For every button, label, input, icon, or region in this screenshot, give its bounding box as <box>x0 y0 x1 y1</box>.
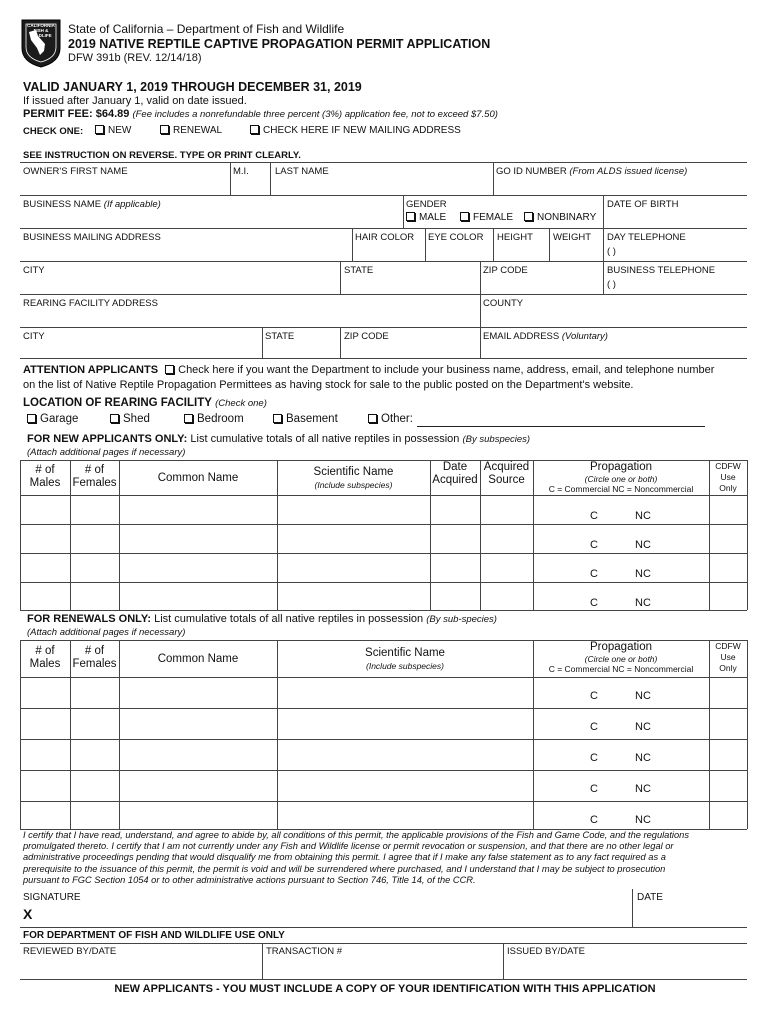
valid-line: VALID JANUARY 1, 2019 THROUGH DECEMBER 31, 2019 <box>23 80 362 94</box>
day-telephone-area-code[interactable]: ( ) <box>607 246 616 257</box>
form-title: 2019 NATIVE REPTILE CAPTIVE PROPAGATION PERMIT APPLICATION <box>68 37 491 51</box>
logo-text: CALIFORNIA FISH & WILDLIFE <box>27 23 55 38</box>
office-use-title: FOR DEPARTMENT OF FISH AND WILDLIFE USE ONLY <box>23 930 285 941</box>
renew-header-females: # of Females <box>72 645 117 670</box>
new-row-1-noncommercial[interactable]: NC <box>635 510 651 522</box>
hair-color-label: HAIR COLOR <box>355 232 415 243</box>
new-header-propagation: Propagation (Circle one or both) C = Commercial NC = Noncommercial <box>548 461 694 494</box>
business-telephone-area-code[interactable]: ( ) <box>607 279 616 290</box>
zip-label: ZIP CODE <box>483 265 528 276</box>
certification-text: I certify that I have read, understand, and agree to abide by, all conditions of this permit, the applicable provisions of the Fish and Game Code, and the regulations promulgated thereto. I certify that I am not currently under any Fish and Wildlife license or permit revocation or suspension, and that there are no other legal or administrative proceedings pending that would disqualify me from obtaining this permit. I agree that if I make any false statement as to any fact required as a prerequisite to the issuance of this permit, the permit is void and will be surrendered where purchased, and I understand that I may be subject to prosecution pursuant to FGC Section 1054 or to other administrative actions pursuant to Section 746, Title 14, of the CCR. <box>23 830 689 885</box>
renew-row-5-commercial[interactable]: C <box>590 814 598 826</box>
form-number: DFW 391b (REV. 12/14/18) <box>68 52 202 64</box>
new-row-4-commercial[interactable]: C <box>590 597 598 609</box>
weight-label: WEIGHT <box>553 232 591 243</box>
agency-name: State of California – Department of Fish and Wildlife <box>68 22 345 36</box>
business-name-label: BUSINESS NAME (If applicable) <box>23 199 161 210</box>
transaction-label: TRANSACTION # <box>266 946 343 957</box>
state-label: STATE <box>344 265 374 276</box>
renew-header-propagation: Propagation (Circle one or both) C = Commercial NC = Noncommercial <box>548 641 694 674</box>
issued-by-label: ISSUED BY/DATE <box>507 946 585 957</box>
renew-row-3-noncommercial[interactable]: NC <box>635 752 651 764</box>
state2-label: STATE <box>265 331 295 342</box>
new-header-acquired-source: Acquired Source <box>483 461 530 486</box>
new-row-3-noncommercial[interactable]: NC <box>635 568 651 580</box>
dob-label: DATE OF BIRTH <box>607 199 679 210</box>
renew-row-2-commercial[interactable]: C <box>590 721 598 733</box>
email-label: EMAIL ADDRESS (Voluntary) <box>483 331 608 342</box>
gender-label: GENDER <box>406 199 447 210</box>
new-row-2-commercial[interactable]: C <box>590 539 598 551</box>
new-header-common-name: Common Name <box>157 472 239 484</box>
new-section-title: FOR NEW APPLICANTS ONLY: List cumulative totals of all native reptiles in possession (By subspecies) <box>27 433 531 445</box>
signature-field[interactable] <box>40 903 630 925</box>
location-label: LOCATION OF REARING FACILITY (Check one) <box>23 397 267 409</box>
eye-color-label: EYE COLOR <box>428 232 484 243</box>
county-label: COUNTY <box>483 298 524 309</box>
location-shed-checkbox[interactable]: Shed <box>110 413 150 425</box>
checkbox-new[interactable]: NEW <box>95 125 131 136</box>
city2-label: CITY <box>23 331 45 342</box>
mi-label: M.I. <box>233 166 249 177</box>
go-id-label: GO ID NUMBER (From ALDS issued license) <box>496 166 688 177</box>
renew-row-1-noncommercial[interactable]: NC <box>635 690 651 702</box>
gender-nonbinary-checkbox[interactable]: NONBINARY <box>524 212 596 223</box>
reviewed-by-label: REVIEWED BY/DATE <box>23 946 117 957</box>
checkbox-icon[interactable] <box>27 414 36 423</box>
renew-header-scientific-name: Scientific Name (Include subspecies) <box>365 647 445 671</box>
other-location-line[interactable] <box>417 426 705 427</box>
signature-label: SIGNATURE <box>23 892 81 903</box>
renew-row-3-commercial[interactable]: C <box>590 752 598 764</box>
renew-header-males: # of Males <box>29 645 61 670</box>
new-header-males: # of Males <box>29 464 61 489</box>
footer-notice: NEW APPLICANTS - YOU MUST INCLUDE A COPY OF YOUR IDENTIFICATION WITH THIS APPLICATION <box>114 983 656 995</box>
owner-first-name-label: OWNER'S FIRST NAME <box>23 166 128 177</box>
checkbox-icon[interactable] <box>110 414 119 423</box>
renew-row-4-commercial[interactable]: C <box>590 783 598 795</box>
checkbox-icon[interactable] <box>95 125 104 134</box>
checkbox-new-mailing-address[interactable]: CHECK HERE IF NEW MAILING ADDRESS <box>250 125 461 136</box>
mailing-address-label: BUSINESS MAILING ADDRESS <box>23 232 161 243</box>
renew-row-2-noncommercial[interactable]: NC <box>635 721 651 733</box>
instruction-text: SEE INSTRUCTION ON REVERSE. TYPE OR PRINT CLEARLY. <box>23 150 301 161</box>
permit-fee: PERMIT FEE: $64.89 (Fee includes a nonrefundable three percent (3%) application fee, not to exceed $7.50) <box>23 108 498 120</box>
checkbox-icon[interactable] <box>160 125 169 134</box>
checkbox-icon[interactable] <box>460 212 469 221</box>
date-label: DATE <box>637 892 663 903</box>
new-row-4-noncommercial[interactable]: NC <box>635 597 651 609</box>
location-basement-checkbox[interactable]: Basement <box>273 413 338 425</box>
new-row-2-noncommercial[interactable]: NC <box>635 539 651 551</box>
signature-mark: X <box>23 906 33 922</box>
attention-line-2: on the list of Native Reptile Propagation Permittees as having stock for sale to the public posted on the Department's website. <box>23 379 634 391</box>
new-header-cdfw-use: CDFW Use Only <box>715 461 741 493</box>
gender-male-checkbox[interactable]: MALE <box>406 212 446 223</box>
gender-female-checkbox[interactable]: FEMALE <box>460 212 513 223</box>
checkbox-icon[interactable] <box>406 212 415 221</box>
renew-row-5-noncommercial[interactable]: NC <box>635 814 651 826</box>
renew-row-1-commercial[interactable]: C <box>590 690 598 702</box>
issued-note: If issued after January 1, valid on date issued. <box>23 95 247 107</box>
renew-header-common-name: Common Name <box>157 653 239 665</box>
new-header-date-acquired: Date Acquired <box>432 461 478 486</box>
location-garage-checkbox[interactable]: Garage <box>27 413 78 425</box>
checkbox-icon[interactable] <box>273 414 282 423</box>
location-other-checkbox[interactable]: Other: <box>368 413 413 425</box>
new-row-1-commercial[interactable]: C <box>590 510 598 522</box>
last-name-label: LAST NAME <box>275 166 329 177</box>
renew-row-4-noncommercial[interactable]: NC <box>635 783 651 795</box>
location-bedroom-checkbox[interactable]: Bedroom <box>184 413 244 425</box>
checkbox-renewal[interactable]: RENEWAL <box>160 125 222 136</box>
new-header-females: # of Females <box>72 464 117 489</box>
renew-header-cdfw-use: CDFW Use Only <box>715 641 741 673</box>
renew-attach-note: (Attach additional pages if necessary) <box>27 627 186 638</box>
checkbox-icon[interactable] <box>524 212 533 221</box>
business-telephone-label: BUSINESS TELEPHONE <box>607 265 716 276</box>
attention-checkbox[interactable] <box>165 365 174 374</box>
rearing-address-label: REARING FACILITY ADDRESS <box>23 298 158 309</box>
checkbox-icon[interactable] <box>184 414 193 423</box>
new-row-3-commercial[interactable]: C <box>590 568 598 580</box>
renew-section-title: FOR RENEWALS ONLY: List cumulative totals of all native reptiles in possession (By sub-species) <box>27 613 497 625</box>
checkbox-icon[interactable] <box>368 414 377 423</box>
checkbox-icon[interactable] <box>250 125 259 134</box>
day-telephone-label: DAY TELEPHONE <box>607 232 686 243</box>
zip2-label: ZIP CODE <box>344 331 389 342</box>
check-one-label: CHECK ONE: <box>23 126 84 137</box>
new-attach-note: (Attach additional pages if necessary) <box>27 447 186 458</box>
height-label: HEIGHT <box>497 232 533 243</box>
new-header-scientific-name: Scientific Name (Include subspecies) <box>313 466 394 490</box>
city-label: CITY <box>23 265 45 276</box>
attention-line: ATTENTION APPLICANTS Check here if you want the Department to include your business name, address, email, and telephone number <box>23 364 715 376</box>
